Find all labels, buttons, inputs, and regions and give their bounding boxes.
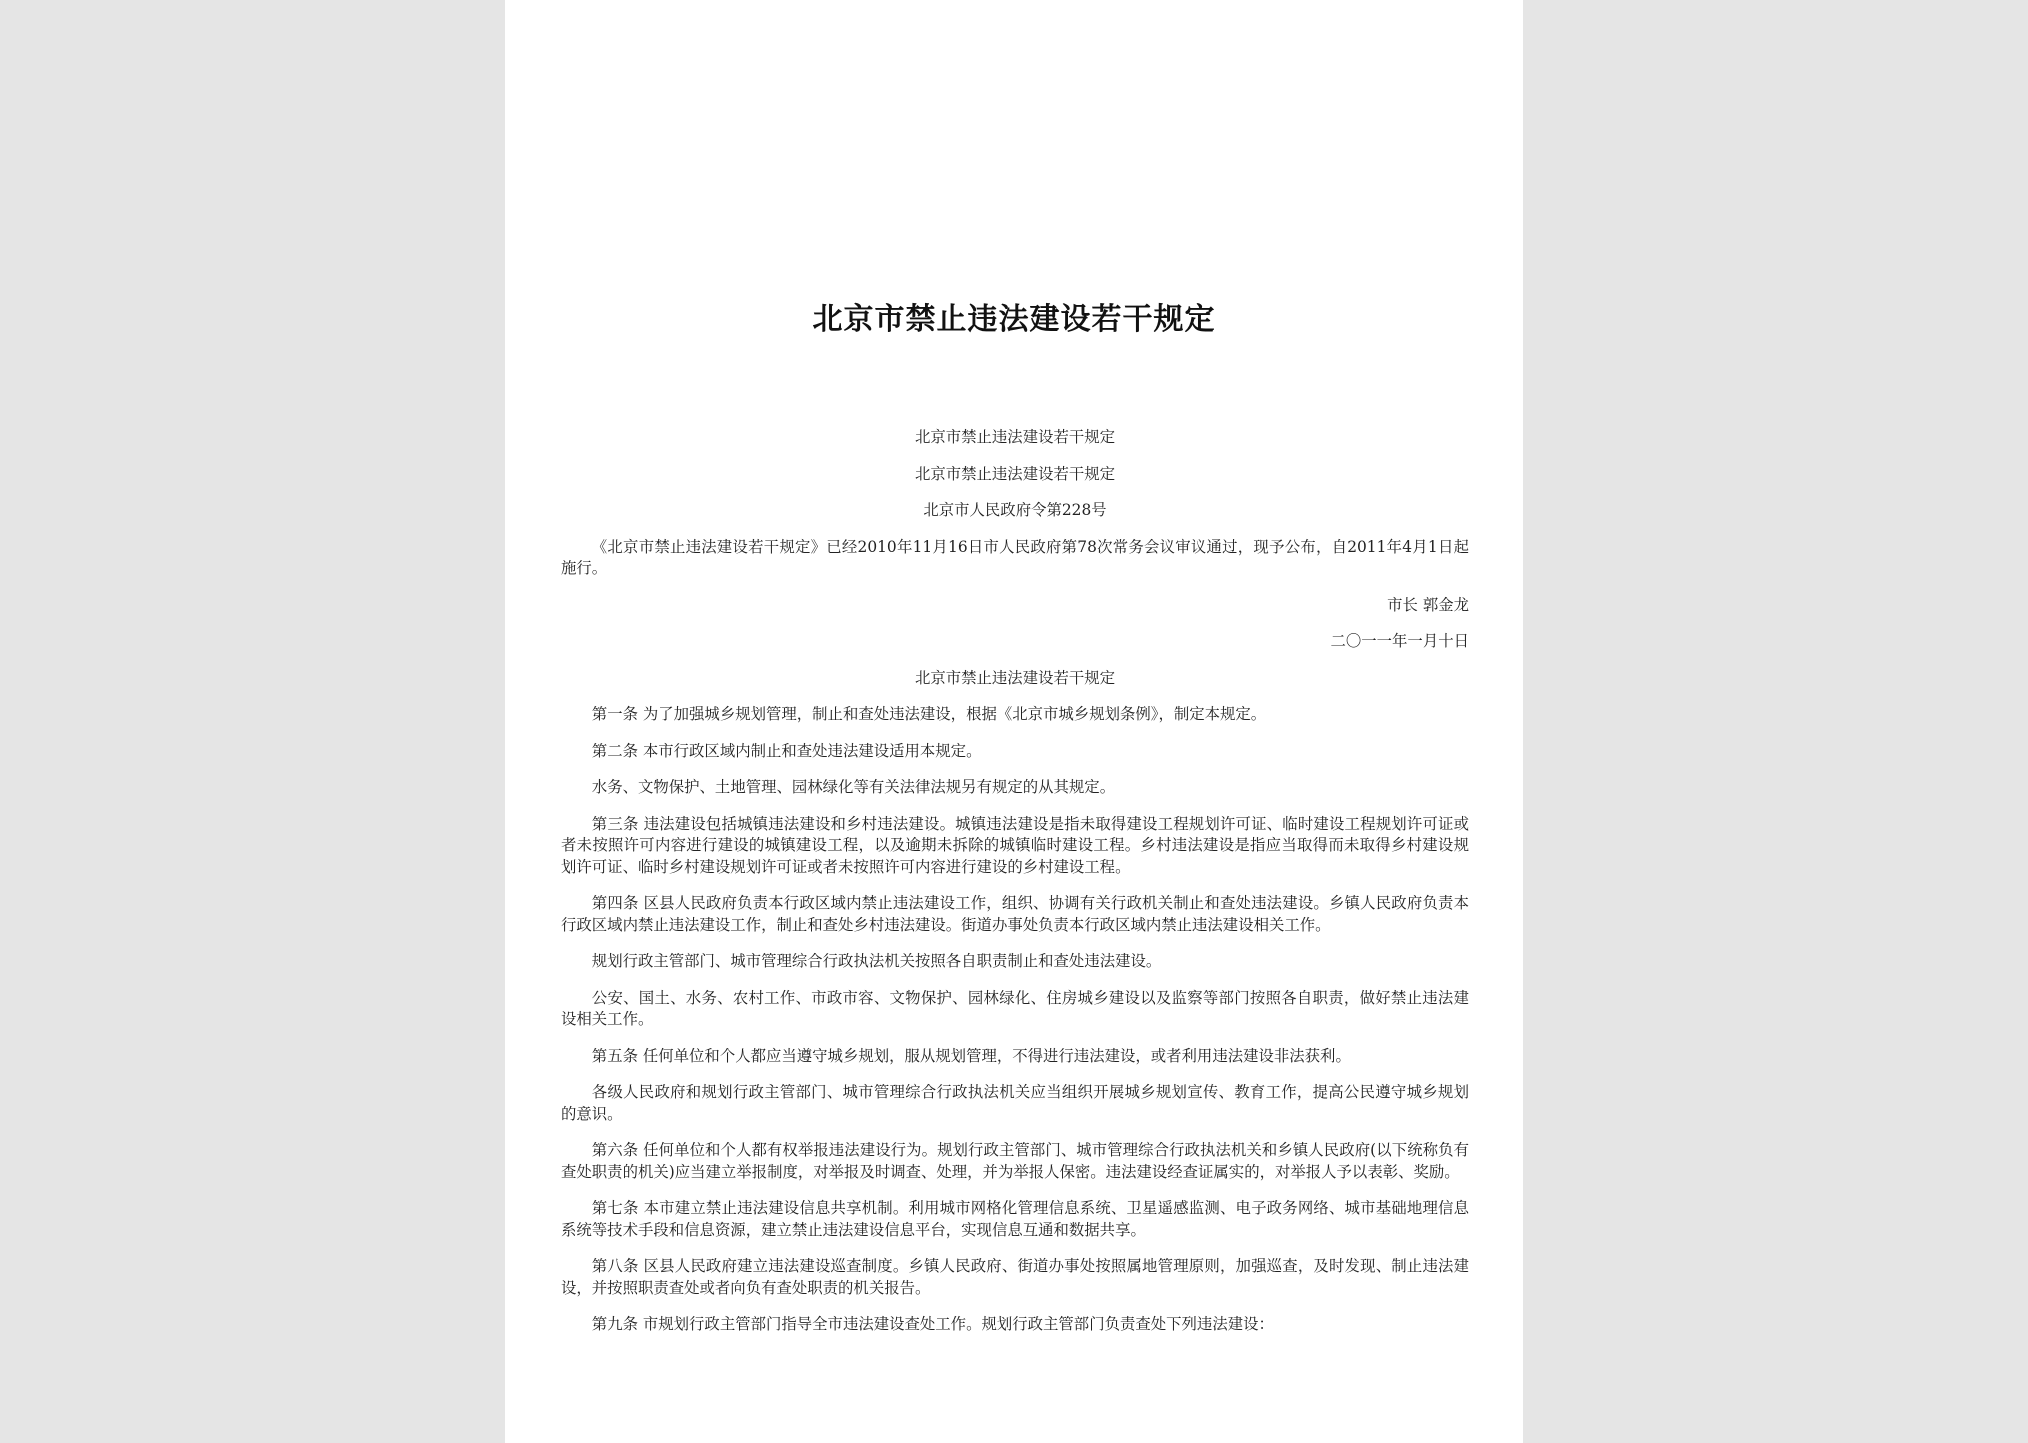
article-paragraph: 第四条 区县人民政府负责本行政区域内禁止违法建设工作，组织、协调有关行政机关制止和查处违法建设。乡镇人民政府负责本行政区域内禁止违法建设工作，制止和查处乡村违法建设。街道办事处负责本行政区域内禁止违法建设相关工作。 xyxy=(561,894,1469,934)
header-line: 北京市禁止违法建设若干规定 xyxy=(914,464,1116,483)
article-paragraph: 第五条 任何单位和个人都应当遵守城乡规划，服从规划管理，不得进行违法建设，或者利用违法建设非法获利。 xyxy=(591,1046,1351,1065)
article-paragraph: 第七条 本市建立禁止违法建设信息共享机制。利用城市网格化管理信息系统、卫星遥感监测、电子政务网络、城市基础地理信息系统等技术手段和信息资源，建立禁止违法建设信息平台，实现信息互通和数据共享。 xyxy=(561,1199,1469,1239)
document-title: 北京市禁止违法建设若干规定 xyxy=(812,302,1216,337)
sub-title: 北京市禁止违法建设若干规定 xyxy=(914,668,1116,687)
article-paragraph: 第九条 市规划行政主管部门指导全市违法建设查处工作。规划行政主管部门负责查处下列违法建设： xyxy=(591,1315,1274,1333)
article-paragraph: 第一条 为了加强城乡规划管理，制止和查处违法建设，根据《北京市城乡规划条例》，制定本规定。 xyxy=(591,705,1267,723)
decree-number: 北京市人民政府令第228号 xyxy=(923,501,1107,519)
promulgation-text: 《北京市禁止违法建设若干规定》已经2010年11月16日市人民政府第78次常务会议审议通过，现予公布，自2011年4月1日起施行。 xyxy=(561,537,1469,577)
document-page xyxy=(505,0,1523,1443)
article-paragraph: 第二条 本市行政区域内制止和查处违法建设适用本规定。 xyxy=(591,741,982,760)
article-paragraph: 公安、国土、水务、农村工作、市政市容、文物保护、园林绿化、住房城乡建设以及监察等部门按照各自职责，做好禁止违法建设相关工作。 xyxy=(561,988,1469,1028)
issue-date: 二〇一一年一月十日 xyxy=(1330,632,1469,650)
article-paragraph: 第六条 任何单位和个人都有权举报违法建设行为。规划行政主管部门、城市管理综合行政执法机关和乡镇人民政府(以下统称负有查处职责的机关)应当建立举报制度，对举报及时调查、处理，并为举报人保密。违法建设经查证属实的，对举报人予以表彰、奖励。 xyxy=(561,1141,1469,1181)
document-body xyxy=(561,427,1469,1351)
article-paragraph: 第八条 区县人民政府建立违法建设巡查制度。乡镇人民政府、街道办事处按照属地管理原则，加强巡查，及时发现、制止违法建设，并按照职责查处或者向负有查处职责的机关报告。 xyxy=(561,1257,1469,1297)
header-line: 北京市禁止违法建设若干规定 xyxy=(914,428,1116,446)
signatory: 市长 郭金龙 xyxy=(1387,595,1469,614)
article-paragraph: 规划行政主管部门、城市管理综合行政执法机关按照各自职责制止和查处违法建设。 xyxy=(591,952,1162,970)
article-paragraph: 第三条 违法建设包括城镇违法建设和乡村违法建设。城镇违法建设是指未取得建设工程规划许可证、临时建设工程规划许可证或者未按照许可内容进行建设的城镇建设工程，以及逾期未拆除的城镇临时建设工程。乡村违法建设是指应当取得而未取得乡村建设规划许可证、临时乡村建设规划许可证或者未按照许可内容进行建设的乡村建设工程。 xyxy=(561,814,1469,876)
article-paragraph: 各级人民政府和规划行政主管部门、城市管理综合行政执法机关应当组织开展城乡规划宣传、教育工作，提高公民遵守城乡规划的意识。 xyxy=(561,1083,1469,1123)
article-paragraph: 水务、文物保护、土地管理、园林绿化等有关法律法规另有规定的从其规定。 xyxy=(591,778,1116,796)
